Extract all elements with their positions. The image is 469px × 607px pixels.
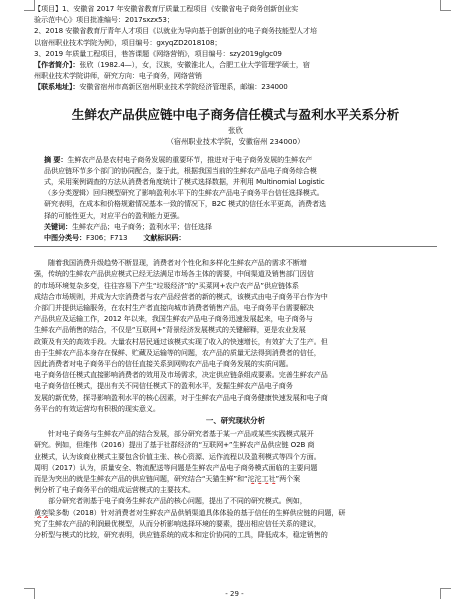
funding-line: 验示范中心》项目批准编号：2017sxzx53； (34, 15, 174, 25)
abstract-line: 品供应链环节多个部门的协同配合，鉴于此，根据我国当前的生鲜农产品电子商务综合模 (44, 165, 317, 175)
paper-title: 生鲜农产品供应链中电子商务信任模式与盈利水平关系分析 (71, 106, 400, 122)
keywords-text: 生鲜农产品；电子商务；盈利水平；信任选择 (71, 221, 212, 231)
author-bio-label: 【作者简介】： (34, 60, 80, 70)
body-line: 因此消费者对电子商务平台的信任直接关系到网购农产品电子商务发展的实质问题。 (34, 359, 293, 369)
body-line: 发展的新优势，探寻影响盈利水平的核心因素，对于生鲜农产品电子商务健康快速发展和电子商 (34, 392, 328, 402)
body-line (34, 473, 437, 484)
funding-block (34, 3, 437, 59)
body-line: 针对电子商务与生鲜农产品的结合发展，部分研究者基于某一产品或某些实践模式展开 (48, 429, 314, 439)
author-bio-line: 州职业技术学院讲师，研究方向：电子商务，网络营销 (34, 71, 202, 81)
crop-mark-top-right (440, 0, 451, 11)
keywords-label: 关键词： (44, 221, 72, 231)
body-line: 例分析了电子商务平台的组成运营模式的主要技术。 (34, 485, 195, 495)
abstract-block (34, 154, 437, 232)
page-content (34, 3, 437, 540)
body-line: 务平台的有效运营均有积极的现实意义。 (34, 403, 160, 413)
body-line: 强，传统的生鲜农产品供应模式已经无法满足市场各主体的需要，中间渠道及销售部门因信 (34, 269, 314, 279)
classification-line (34, 232, 437, 243)
author-bio (34, 59, 437, 81)
body-line (34, 507, 437, 518)
abstract-line: 式，采用案例调查的方法从消费者角度统计了模式选择数据，并利用 Multinomial Logistic (44, 177, 325, 187)
introduction (34, 257, 437, 414)
author-bio-line (34, 59, 437, 70)
body-line: 周明（2017）认为，质量安全、物流配送等问题是生鲜农产品电子商务模式面临的主要问题 (34, 462, 318, 472)
author-name: 张欣 (228, 125, 243, 135)
funding-line: 2、2018 安徽省教育厅青年人才项目《以就业为导向基于创新创业的电子商务技能型人才培 (34, 26, 317, 36)
clc-code: F306；F713 (85, 233, 128, 243)
body-line: 研究。例如，但维伟（2016）提出了基于社群经济的“互联网+”生鲜农产品供应链 O2B 商 (34, 440, 315, 450)
abstract-line: 择的可能性更大，对应平台的盈利能力更强。 (44, 210, 184, 220)
body-line: 生鲜农产品销售的结合，不仅是“互联网+”背景经济发展模式的关键解释，更是农业发展 (34, 325, 306, 335)
funding-line: 【项目】1、安徽省 2017 年安徽省教育厅质量工程项目《安徽省电子商务创新创业实 (34, 4, 299, 13)
body-line: 产品供应及运输工作，2012 年以来，我国生鲜农产品电子商务迅速发展起来，电子商务与 (34, 314, 313, 324)
body-line: 电子商务信任模式，提出有关不同信任模式下的盈利水平，发掘生鲜农产品电子商务 (34, 381, 293, 391)
body-line: 究了生鲜农产品的利润最优模型，从而分析影响选择环境的要素，提出相应信任关系的建议， (34, 518, 321, 528)
spellcheck-mark: 黄奕 (34, 507, 48, 517)
abstract-label: 摘 要： (44, 154, 68, 164)
contact-address (34, 81, 437, 92)
section-heading: 一、研究现状分析 (205, 416, 266, 426)
body-line: 由于生鲜农产品本身存在保鲜、贮藏及运输等的问题，农产品的质量无法得到消费者的信任， (34, 347, 321, 357)
doc-code-label: 文献标识码： (143, 233, 186, 243)
contact-label: 【联系地址】： (34, 82, 80, 92)
body-line: 分析型与模式的比较，研究表明，供应链系统的成本和定价协同的工具，降低成本，稳定销售的 (34, 529, 328, 539)
keywords (44, 221, 431, 232)
body-line: 的市场环境复杂多变，往往容易下产生“垃圾经济”的“买菜网+农户农产品”供应链体系 (34, 280, 299, 290)
divider (34, 246, 437, 247)
body-text: 而是为突出的就是生鲜农产品的供应链问题，研究结合“天猫生鲜”和“ (34, 473, 248, 483)
body-line: 电子商务信任模式直接影响消费者的效用及市场需求，决定供应链条组成要素。完善生鲜农产品 (34, 370, 328, 380)
page-number-value: 29 (230, 590, 239, 598)
abstract-line (44, 154, 431, 165)
author-bio-text: 张欣（1982.4—），女，汉族，安徽淮北人，合肥工业大学管理学硕士，宿 (79, 60, 310, 70)
author-affiliation: （宿州职业技术学院，安徽宿州 234000） (166, 136, 305, 146)
body-line: 政策及有关的高效手段。大量农村居民通过该模式实现了收入的快速增长，有效扩大了生产。但 (34, 336, 328, 346)
body-text: ”两个案 (275, 473, 301, 483)
contact-text: 安徽省宿州市高新区宿州职业技术学院经济管理系，邮编：234000 (79, 82, 288, 92)
body-line: 部分研究者则基于电子商务生鲜农产品的核心问题，提出了不同的研究模式。例如， (48, 496, 307, 506)
literature-review (34, 428, 437, 540)
spellcheck-mark: 沱沱工社 (247, 473, 276, 483)
body-line: 成结合市场规则，并成为大宗消费者与农产品经营者的新的模式，该模式由电子商务平台作为中 (34, 291, 328, 301)
body-line: 随着我国消费升级趋势不断显现，消费者对个性化和多样化生鲜农产品的需求不断增 (48, 258, 307, 268)
funding-line: 3、2019 年质量工程项目，巷答课题《网络营销》，项目编号：szy2019glgc09 (34, 48, 282, 58)
funding-line: 以宿州职业技术学院为例》，项目编号：gxyqZD2018108； (34, 37, 222, 47)
abstract-text: 生鲜农产品是农村电子商务发展的重要环节，推进对于电子商务发展的生鲜农产 (67, 154, 313, 164)
body-text: 梁多勒（2018）针对消费者对生鲜农产品供销渠道具体体验的基于信任的生鲜供应链的问题，研 (48, 507, 346, 517)
abstract-line: 研究表明，在成本和价格规避情况基本一致的情况下，B2C 模式的信任水平更高，消费者选 (44, 199, 326, 209)
body-line: 介部门并提供运输服务，在农村生产者直接向城市消费者销售产品，电子商务平台需要解决 (34, 303, 314, 313)
page-number: - 29 - (225, 590, 244, 598)
body-line: 业模式，认为该商业模式主要包含价值主张、核心资源、运作流程以及盈利模式等四个方面。 (34, 451, 321, 461)
clc-label: 中图分类号： (44, 233, 86, 243)
abstract-line: （多分类逻辑）回归模型研究了影响盈利水平下的生鲜农产品电子商务平台信任选择模式。 (44, 188, 324, 198)
